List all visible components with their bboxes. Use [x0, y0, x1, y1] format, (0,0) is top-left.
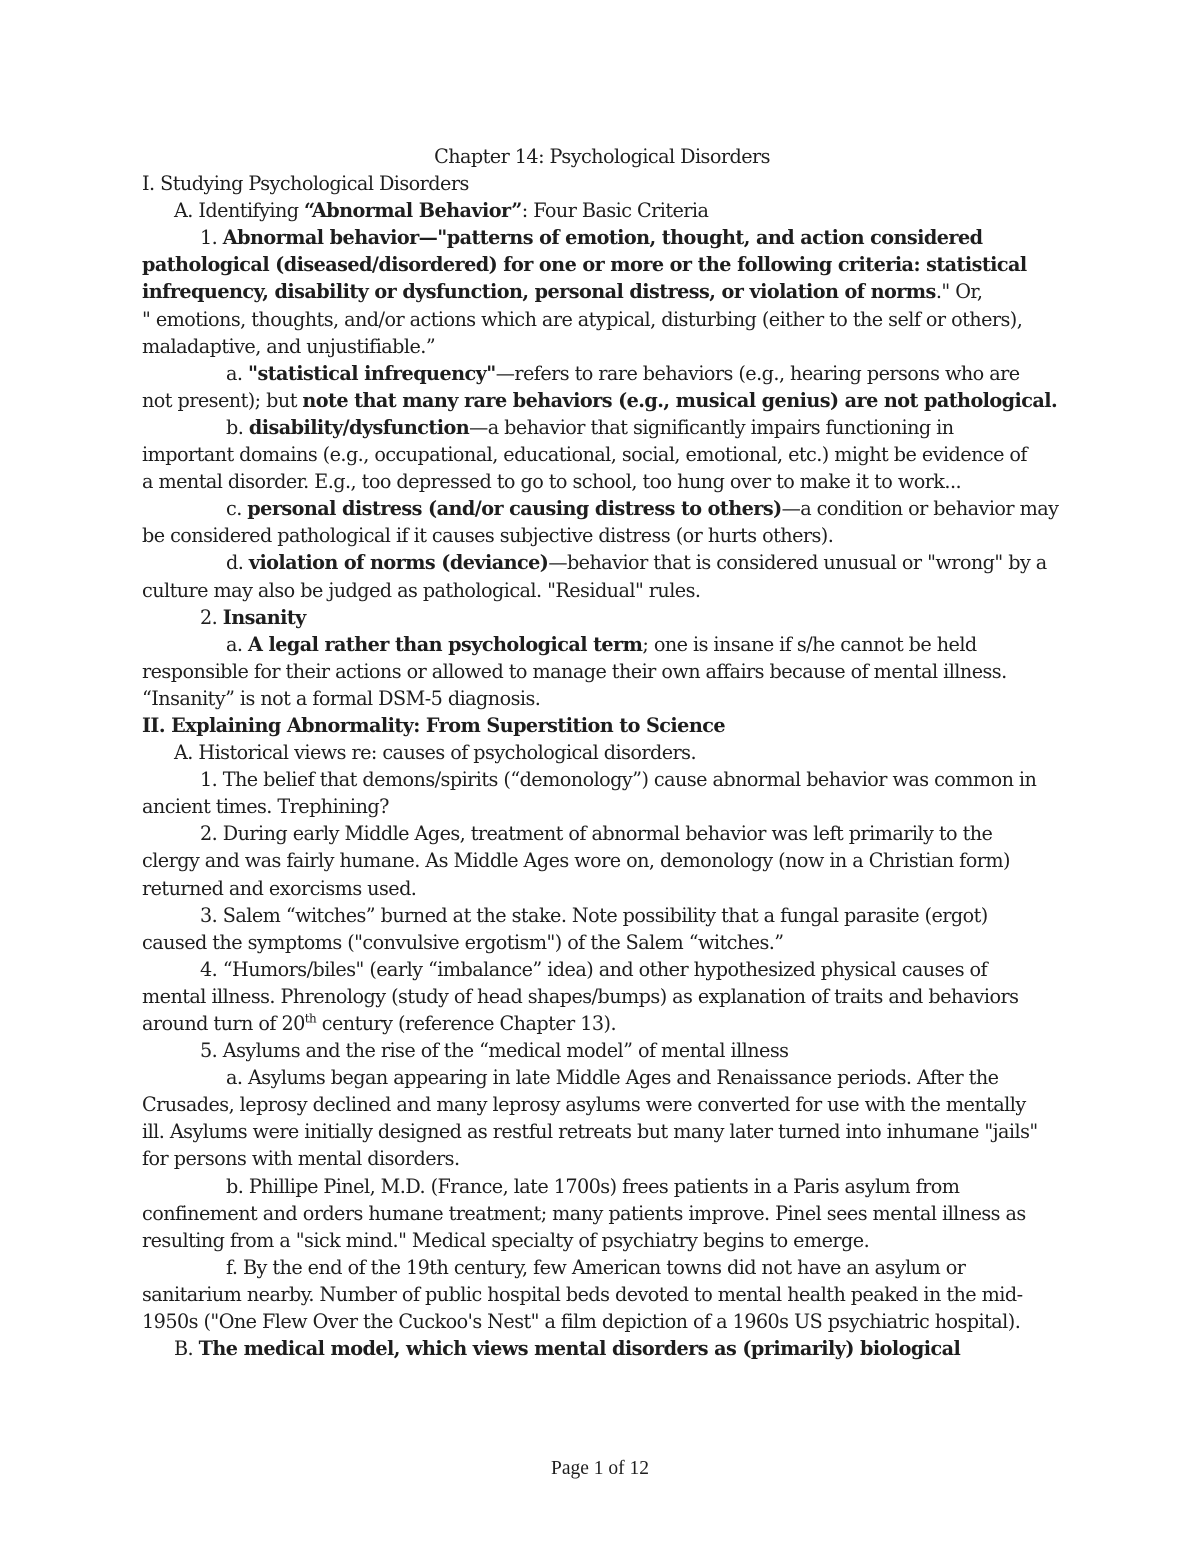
criterion-personal-distress: c. personal distress (and/or causing distress to others)—a condition or behavior may	[226, 497, 1059, 521]
asylums-item-b-line3: resulting from a "sick mind." Medical specialty of psychiatry begins to emerge.	[142, 1228, 870, 1252]
subsection-a-identifying: A. Identifying “Abnormal Behavior”: Four Basic Criteria	[174, 199, 709, 223]
asylums-item-f-line3: 1950s ("One Flew Over the Cuckoo's Nest" a film depiction of a 1960s US psychiatric hospital).	[142, 1310, 1021, 1334]
item-abnormal-behavior-line4: " emotions, thoughts, and/or actions which are atypical, disturbing (either to the self or others),	[142, 307, 1023, 331]
history-item-4: 4. “Humors/biles" (early “imbalance” idea) and other hypothesized physical causes of	[200, 957, 988, 981]
item-insanity: 2. Insanity	[200, 605, 306, 629]
item-abnormal-behavior-line5: maladaptive, and unjustifiable.”	[142, 334, 436, 358]
criterion-disability-line3: a mental disorder. E.g., too depressed to go to school, too hung over to make it to work...	[142, 470, 962, 494]
chapter-title: Chapter 14: Psychological Disorders	[434, 145, 770, 168]
insanity-definition-line2: responsible for their actions or allowed to manage their own affairs because of mental illness.	[142, 659, 1007, 683]
insanity-definition: a. A legal rather than psychological term; one is insane if s/he cannot be held	[226, 632, 977, 656]
item-abnormal-behavior-line2: pathological (diseased/disordered) for one or more or the following criteria: statistical	[142, 253, 1027, 277]
history-item-1: 1. The belief that demons/spirits (“demonology”) cause abnormal behavior was common in	[200, 768, 1037, 792]
criterion-violation-of-norms-line2: culture may also be judged as pathological. "Residual" rules.	[142, 578, 701, 602]
history-item-2-line3: returned and exorcisms used.	[142, 876, 417, 900]
section-heading-1: I. Studying Psychological Disorders	[142, 172, 469, 196]
item-abnormal-behavior: 1. Abnormal behavior—"patterns of emotion, thought, and action considered	[200, 226, 983, 250]
item-abnormal-behavior-line3: infrequency, disability or dysfunction, personal distress, or violation of norms." Or,	[142, 280, 983, 304]
subsection-b-medical-model: B. The medical model, which views mental disorders as (primarily) biological	[174, 1337, 961, 1361]
criterion-violation-of-norms: d. violation of norms (deviance)—behavior that is considered unusual or "wrong" by a	[226, 551, 1047, 575]
section-heading-2: II. Explaining Abnormality: From Superstition to Science	[142, 713, 726, 737]
history-item-2-line2: clergy and was fairly humane. As Middle Ages wore on, demonology (now in a Christian form)	[142, 849, 1010, 873]
subsection-a-historical-views: A. Historical views re: causes of psychological disorders.	[174, 741, 696, 765]
history-item-5: 5. Asylums and the rise of the “medical model” of mental illness	[200, 1039, 789, 1063]
criterion-disability-line2: important domains (e.g., occupational, educational, social, emotional, etc.) might be evidence of	[142, 443, 1027, 467]
page-number: Page 1 of 12	[550, 1458, 650, 1479]
asylums-item-a: a. Asylums began appearing in late Middle Ages and Renaissance periods. After the	[226, 1066, 999, 1090]
history-item-3: 3. Salem “witches” burned at the stake. Note possibility that a fungal parasite (ergot)	[200, 903, 988, 927]
asylums-item-b-line2: confinement and orders humane treatment; many patients improve. Pinel sees mental illness as	[142, 1201, 1026, 1225]
history-item-2: 2. During early Middle Ages, treatment of abnormal behavior was left primarily to the	[200, 822, 993, 846]
history-item-3-line2: caused the symptoms ("convulsive ergotism") of the Salem “witches.”	[142, 930, 784, 954]
asylums-item-f: f. By the end of the 19th century, few American towns did not have an asylum or	[226, 1255, 966, 1279]
document-body	[142, 143, 1062, 1362]
asylums-item-b: b. Phillipe Pinel, M.D. (France, late 1700s) frees patients in a Paris asylum from	[226, 1174, 960, 1198]
history-item-1-line2: ancient times. Trephining?	[142, 795, 389, 819]
history-item-4-line2: mental illness. Phrenology (study of head shapes/bumps) as explanation of traits and behaviors	[142, 984, 1019, 1008]
asylums-item-f-line2: sanitarium nearby. Number of public hospital beds devoted to mental health peaked in the mid-	[142, 1282, 1023, 1306]
criterion-statistical-infrequency-line2: not present); but note that many rare behaviors (e.g., musical genius) are not pathological.	[142, 388, 1058, 412]
asylums-item-a-line3: ill. Asylums were initially designed as restful retreats but many later turned into inhumane "jails"	[142, 1120, 1038, 1144]
asylums-item-a-line2: Crusades, leprosy declined and many leprosy asylums were converted for use with the mentally	[142, 1093, 1026, 1117]
criterion-disability: b. disability/dysfunction—a behavior that significantly impairs functioning in	[226, 415, 954, 439]
asylums-item-a-line4: for persons with mental disorders.	[142, 1147, 460, 1171]
insanity-definition-line3: “Insanity” is not a formal DSM-5 diagnosis.	[142, 686, 541, 710]
criterion-personal-distress-line2: be considered pathological if it causes subjective distress (or hurts others).	[142, 524, 834, 548]
criterion-statistical-infrequency: a. "statistical infrequency"—refers to rare behaviors (e.g., hearing persons who are	[226, 361, 1020, 385]
history-item-4-line3: around turn of 20th century (reference Chapter 13).	[142, 1011, 617, 1035]
